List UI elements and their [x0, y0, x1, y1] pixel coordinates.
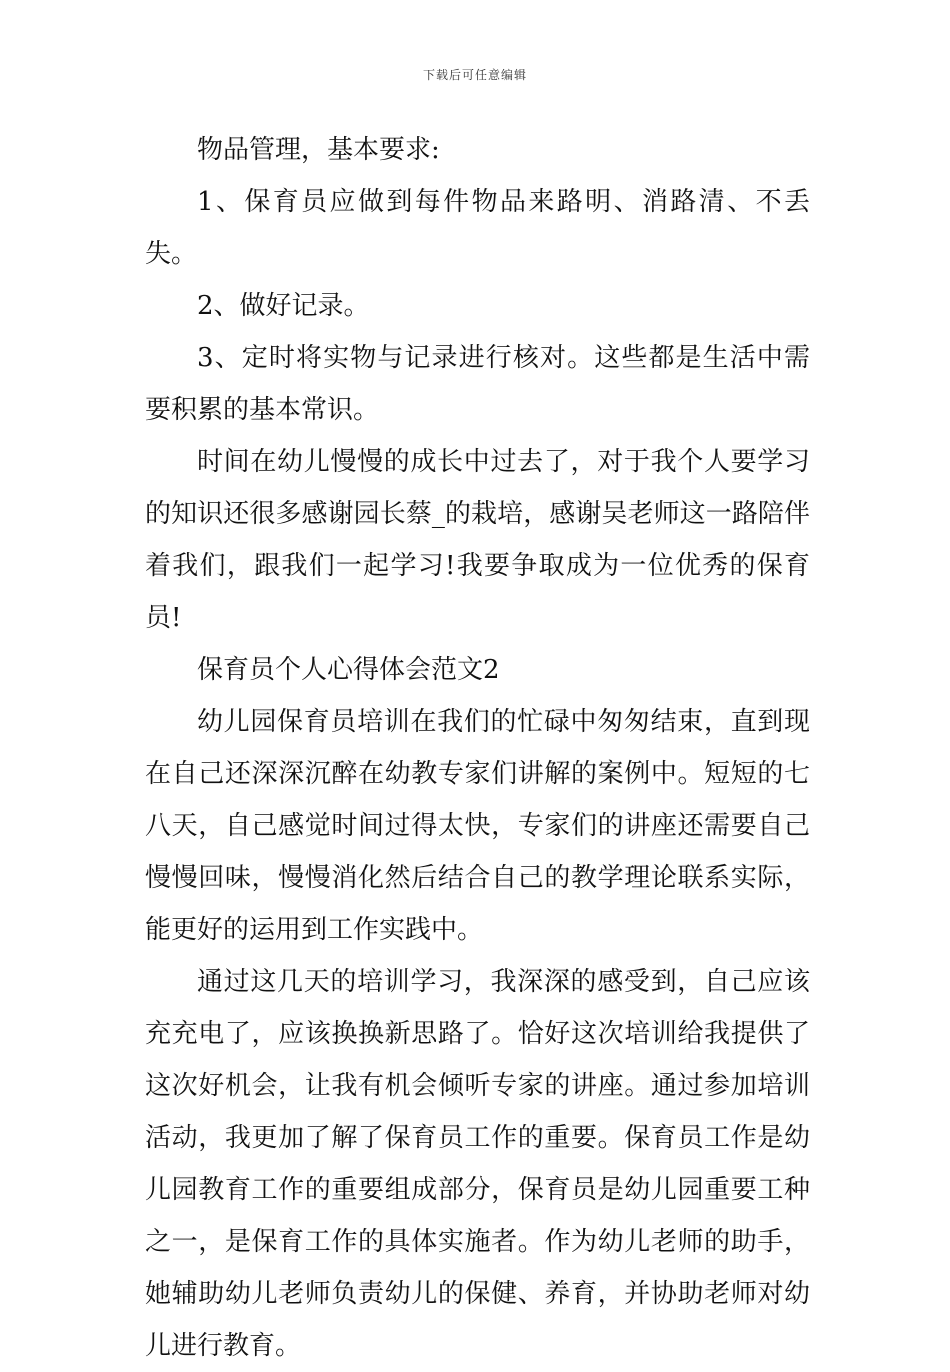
- page-header-note: 下载后可任意编辑: [422, 68, 527, 82]
- paragraph-requirement-2: 2、做好记录。: [197, 291, 370, 321]
- paragraph-training-detail: 通过这几天的培训学习，我深深的感受到，自己应该充充电了，应该换换新思路了。恰好这次培训给我提供了这次好机会，让我有机会倾听专家的讲座。通过参加培训活动，我更加了解了保育员工作的重要。保育员工作是幼儿园教育工作的重要组成部分，保育员是幼儿园重要工种之一，是保育工作的具体实施者。作为幼儿老师的助手，她辅助幼儿老师负责幼儿的保健、养育，并协助老师对幼儿进行教育。: [145, 967, 810, 1361]
- paragraph-requirement-3: 3、定时将实物与记录进行核对。这些都是生活中需要积累的基本常识。: [145, 343, 810, 425]
- paragraph-requirement-1: 1、保育员应做到每件物品来路明、消路清、不丢失。: [145, 187, 810, 269]
- paragraph-goods-management: 物品管理，基本要求:: [197, 135, 440, 165]
- section-title: 保育员个人心得体会范文2: [197, 655, 500, 685]
- document-body: [145, 124, 810, 1372]
- paragraph-training-intro: 幼儿园保育员培训在我们的忙碌中匆匆结束，直到现在自己还深深沉醉在幼教专家们讲解的案例中。短短的七八天，自己感觉时间过得太快，专家们的讲座还需要自己慢慢回味，慢慢消化然后结合自己的教学理论联系实际，能更好的运用到工作实践中。: [145, 707, 810, 945]
- paragraph-reflection: 时间在幼儿慢慢的成长中过去了，对于我个人要学习的知识还很多感谢园长蔡_的栽培，感谢吴老师这一路陪伴着我们，跟我们一起学习!我要争取成为一位优秀的保育员!: [145, 447, 810, 633]
